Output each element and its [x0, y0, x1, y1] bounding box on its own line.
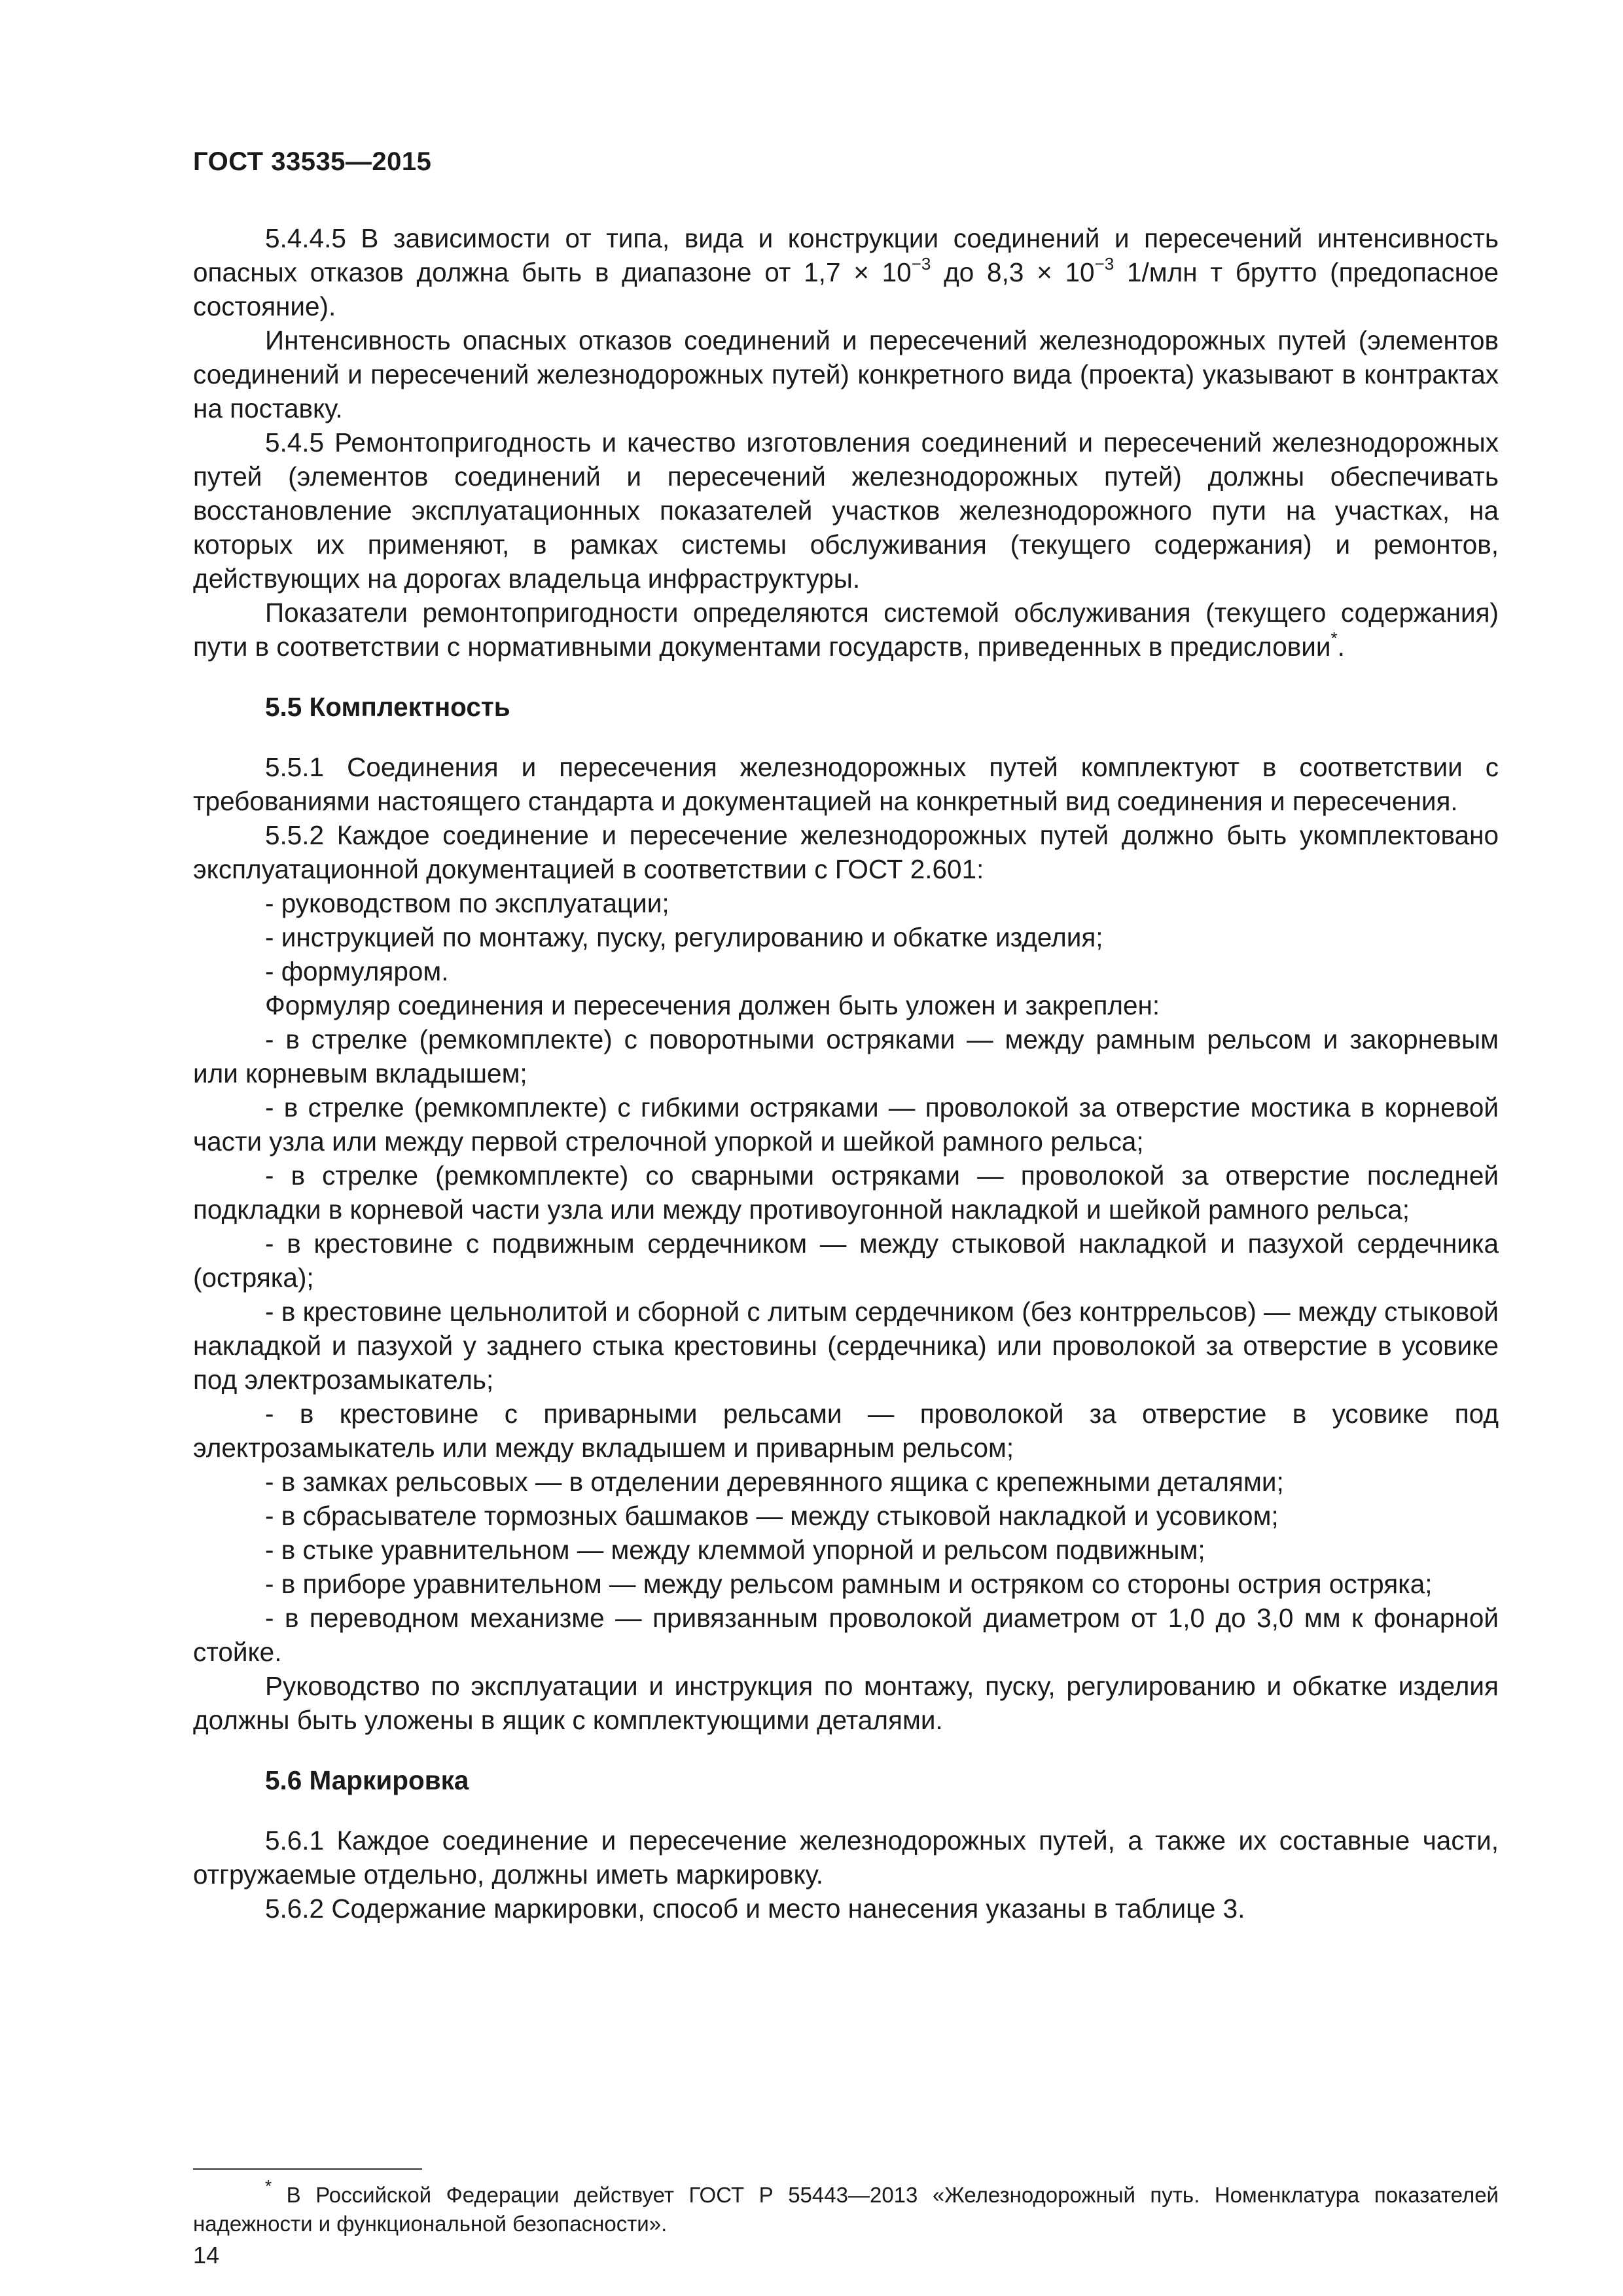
superscript: −3: [911, 253, 931, 274]
paragraph: [193, 425, 1499, 596]
paragraph-text: 1/млн т брутто (предопасное состояние).: [193, 257, 1499, 321]
document-header: ГОСТ 33535—2015: [193, 147, 432, 176]
list-item: - в стрелке (ремкомплекте) с поворотными остряками — между рамным рельсом и закорневым или корневым вкладышем;: [193, 1024, 1499, 1088]
list-item: - в стрелке (ремкомплекте) с гибкими остряками — проволокой за отверстие мостика в корневой части узла или между первой стрелочной упоркой и шейкой рамного рельса;: [193, 1092, 1499, 1157]
list-item: - в переводном механизме — привязанным проволокой диаметром от 1,0 до 3,0 мм к фонарной стойке.: [193, 1603, 1499, 1667]
section-heading: 5.6 Маркировка: [265, 1765, 469, 1795]
footnote-divider: [193, 2168, 422, 2170]
paragraph-text: Интенсивность опасных отказов соединений и пересечений железнодорожных путей (элементов соединений и пересечений железнодорожных путей) конкретного вида (проекта) указывают в контрактах на поставку.: [193, 325, 1499, 423]
list-item: - в сбрасывателе тормозных башмаков — между стыковой накладкой и усовиком;: [265, 1501, 1279, 1531]
superscript: −3: [1094, 253, 1115, 274]
paragraph: [193, 988, 1499, 1022]
paragraph-text: до 8,3 × 10: [931, 257, 1095, 287]
page-number: 14: [193, 2242, 220, 2269]
paragraph: [193, 1669, 1499, 1737]
list-item: - инструкцией по монтажу, пуску, регулированию и обкатке изделия;: [265, 922, 1103, 952]
paragraph: [193, 221, 1499, 323]
document-body: [193, 221, 1499, 1926]
footnote-text: В Российской Федерации действует ГОСТ Р 55443—2013 «Железнодорожный путь. Номенклатура показателей надежности и функциональной безопасности».: [193, 2183, 1499, 2236]
footnote-mark: *: [265, 2176, 272, 2196]
paragraph: [193, 323, 1499, 425]
list-item: - в приборе уравнительном — между рельсом рамным и остряком со стороны острия остряка;: [265, 1569, 1433, 1599]
paragraph-text: 5.6.2 Содержание маркировки, способ и место нанесения указаны в таблице 3.: [265, 1893, 1245, 1924]
paragraph-text: 5.4.5 Ремонтопригодность и качество изготовления соединений и пересечений железнодорожных путей (элементов соединений и пересечений железнодорожных путей) должны обеспечивать восстановление эксплуатационных показателей участков железнодорожного пути на участках, на которых их применяют, в рамках системы обслуживания (текущего содержания) и ремонтов, действующих на дорогах владельца инфраструктуры.: [193, 427, 1499, 594]
list-item: - формуляром.: [265, 956, 449, 986]
paragraph-text: Формуляр соединения и пересечения должен быть уложен и закреплен:: [265, 990, 1160, 1020]
list-item: - в крестовине с приварными рельсами — проволокой за отверстие в усовике под электрозамыкатель или между вкладышем и приварным рельсом;: [193, 1399, 1499, 1463]
list-item: - в замках рельсовых — в отделении деревянного ящика с крепежными деталями;: [265, 1467, 1284, 1497]
paragraph: [193, 818, 1499, 886]
superscript: *: [1330, 628, 1338, 648]
list-item: - руководством по эксплуатации;: [265, 888, 669, 918]
paragraph: [193, 596, 1499, 664]
paragraph: [193, 750, 1499, 818]
footnote: [193, 2176, 1499, 2238]
paragraph: [193, 1892, 1499, 1926]
section-heading: 5.5 Комплектность: [265, 692, 510, 722]
paragraph-text: .: [1337, 632, 1345, 662]
list-item: - в стрелке (ремкомплекте) со сварными остряками — проволокой за отверстие последней подкладки в корневой части узла или между противоугонной накладкой и шейкой рамного рельса;: [193, 1160, 1499, 1225]
list-item: - в крестовине с подвижным сердечником — между стыковой накладкой и пазухой сердечника (остряка);: [193, 1229, 1499, 1293]
paragraph-text: 5.6.1 Каждое соединение и пересечение железнодорожных путей, а также их составные части, отгружаемые отдельно, должны иметь маркировку.: [193, 1825, 1499, 1890]
paragraph-text: Показатели ремонтопригодности определяются системой обслуживания (текущего содержания) пути в соответствии с нормативными документами государств, приведенных в предисловии: [193, 598, 1499, 662]
list-item: - в стыке уравнительном — между клеммой упорной и рельсом подвижным;: [265, 1535, 1205, 1565]
paragraph-text: 5.5.2 Каждое соединение и пересечение железнодорожных путей должно быть укомплектовано эксплуатационной документацией в соответствии с ГОСТ 2.601:: [193, 820, 1499, 884]
paragraph-text: 5.5.1 Соединения и пересечения железнодорожных путей комплектуют в соответствии с требованиями настоящего стандарта и документацией на конкретный вид соединения и пересечения.: [193, 752, 1499, 816]
list-item: - в крестовине цельнолитой и сборной с литым сердечником (без контррельсов) — между стыковой накладкой и пазухой у заднего стыка крестовины (сердечника) или проволокой за отверстие в усовике под электрозамыкатель;: [193, 1297, 1499, 1395]
paragraph-text: Руководство по эксплуатации и инструкция по монтажу, пуску, регулированию и обкатке изделия должны быть уложены в ящик с комплектующими деталями.: [193, 1671, 1499, 1735]
paragraph-text: 5.4.4.5 В зависимости от типа, вида и конструкции соединений и пересечений интенсивность опасных отказов должна быть в диапазоне от 1,7 × 10: [193, 223, 1499, 287]
paragraph: [193, 1823, 1499, 1892]
